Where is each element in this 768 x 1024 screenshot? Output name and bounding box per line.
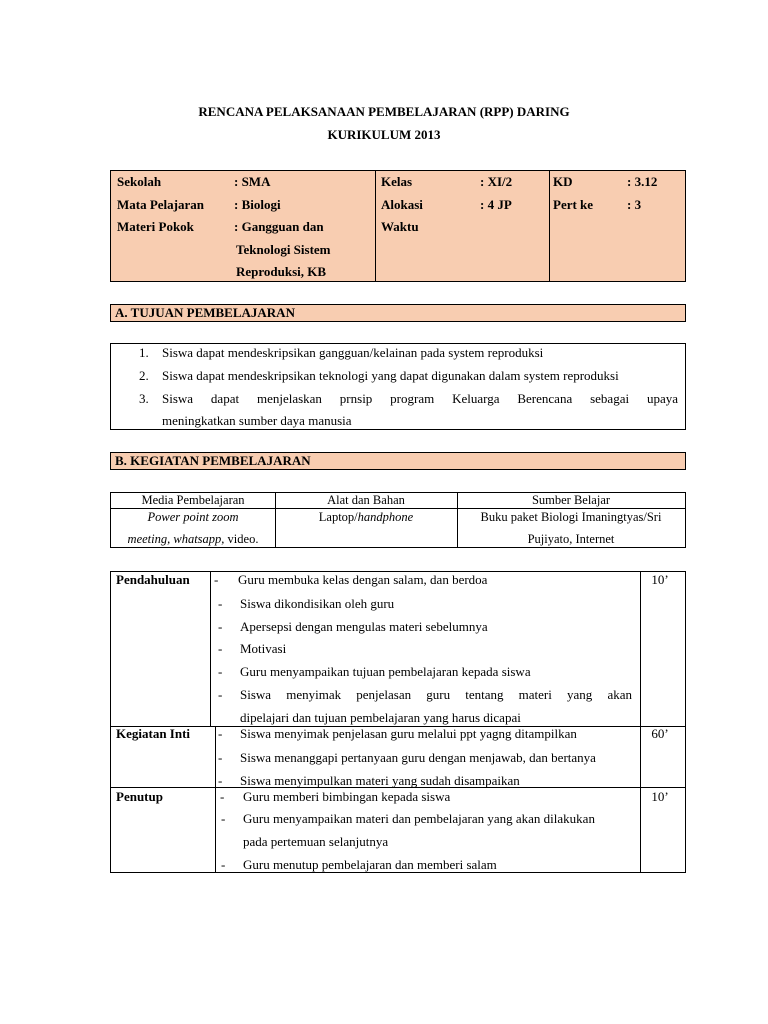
- activity-item: Guru menyampaikan materi dan pembelajaran yang akan dilakukan: [243, 811, 595, 826]
- materi-value-2: Teknologi Sistem: [236, 242, 331, 257]
- section-b-heading-bar: [110, 452, 686, 470]
- objective-number: 3.: [139, 391, 149, 406]
- objective-item: Siswa dapat mendeskripsikan gangguan/kelainan pada system reproduksi: [162, 345, 544, 360]
- alat-value-italic: handphone: [357, 510, 414, 524]
- activity-item: Siswa menyimak penjelasan guru melalui ppt yagng ditampilkan: [240, 726, 577, 741]
- objective-item-continued: meningkatkan sumber daya manusia: [162, 413, 352, 428]
- bullet-dash: -: [221, 857, 226, 872]
- kd-value: : 3.12: [627, 174, 658, 189]
- activity-item: Siswa menyimpulkan materi yang sudah disampaikan: [240, 773, 520, 788]
- kd-label: KD: [553, 174, 573, 189]
- kegiatan-inti-duration: 60’: [651, 726, 669, 741]
- activity-item: Siswa menyimak penjelasan guru tentang materi yang akan: [240, 687, 632, 702]
- pert-label: Pert ke: [553, 197, 594, 212]
- activity-item: Siswa menanggapi pertanyaan guru dengan menjawab, dan bertanya: [240, 750, 596, 765]
- document-subtitle: KURIKULUM 2013: [327, 127, 441, 142]
- media-value-1: Power point zoom: [147, 510, 239, 524]
- pert-value: : 3: [627, 197, 642, 212]
- alat-value: [275, 510, 457, 525]
- bullet-dash: -: [218, 596, 223, 611]
- bullet-dash: -: [221, 811, 226, 826]
- mapel-label: Mata Pelajaran: [117, 197, 205, 212]
- penutup-label: Penutup: [116, 789, 163, 804]
- bullet-dash: -: [218, 619, 223, 634]
- objective-number: 2.: [139, 368, 149, 383]
- objective-item: Siswa dapat mendeskripsikan teknologi yang dapat digunakan dalam system reproduksi: [162, 368, 619, 383]
- alokasi-label: Alokasi: [381, 197, 423, 212]
- bullet-dash: -: [218, 773, 223, 788]
- media-value-2-italic: meeting, whatsapp,: [127, 532, 225, 546]
- activity-item-continued: dipelajari dan tujuan pembelajaran yang harus dicapai: [240, 710, 521, 725]
- kegiatan-inti-label: Kegiatan Inti: [116, 726, 191, 741]
- section-a-heading-bar: [110, 304, 686, 322]
- bullet-dash: -: [214, 572, 219, 587]
- activity-item: Guru memberi bimbingan kepada siswa: [243, 789, 451, 804]
- alat-value-plain: Laptop/: [318, 510, 358, 524]
- sekolah-label: Sekolah: [117, 174, 162, 189]
- media-header: Media Pembelajaran: [141, 493, 245, 507]
- objective-item: Siswa dapat menjelaskan prnsip program Keluarga Berencana sebagai upaya: [162, 391, 678, 406]
- penutup-duration: 10’: [651, 789, 669, 804]
- activity-item: Guru menutup pembelajaran dan memberi salam: [243, 857, 497, 872]
- activity-item: Siswa dikondisikan oleh guru: [240, 596, 395, 611]
- pendahuluan-duration: 10’: [651, 572, 669, 587]
- section-a-heading: A. TUJUAN PEMBELAJARAN: [115, 305, 295, 320]
- document-title: RENCANA PELAKSANAAN PEMBELAJARAN (RPP) DARING: [198, 104, 570, 119]
- sumber-header: Sumber Belajar: [531, 493, 611, 507]
- mapel-value: : Biologi: [234, 197, 281, 212]
- materi-value-1: : Gangguan dan: [234, 219, 324, 234]
- sumber-value-2: Pujiyato, Internet: [527, 532, 615, 546]
- materi-value-3: Reproduksi, KB: [236, 264, 327, 279]
- bullet-dash: -: [218, 641, 223, 656]
- media-value-2-plain: video.: [224, 532, 259, 546]
- activity-item-continued: pada pertemuan selanjutnya: [243, 834, 389, 849]
- sumber-value-1: Buku paket Biologi Imaningtyas/Sri: [480, 510, 662, 524]
- bullet-dash: -: [218, 750, 223, 765]
- alokasi-value: : 4 JP: [480, 197, 512, 212]
- media-value-2: [111, 532, 275, 547]
- pendahuluan-label: Pendahuluan: [116, 572, 190, 587]
- kelas-value: : XI/2: [480, 174, 513, 189]
- waktu-label: Waktu: [381, 219, 419, 234]
- bullet-dash: -: [218, 726, 223, 741]
- materi-label: Materi Pokok: [117, 219, 194, 234]
- bullet-dash: -: [218, 664, 223, 679]
- activity-item: Guru membuka kelas dengan salam, dan berdoa: [238, 572, 488, 587]
- activity-item: Guru menyampaikan tujuan pembelajaran kepada siswa: [240, 664, 531, 679]
- objective-number: 1.: [139, 345, 149, 360]
- alat-header: Alat dan Bahan: [327, 493, 405, 507]
- activity-item: Motivasi: [240, 641, 287, 656]
- bullet-dash: -: [218, 687, 223, 702]
- activity-item: Apersepsi dengan mengulas materi sebelumnya: [240, 619, 488, 634]
- bullet-dash: -: [220, 789, 225, 804]
- kelas-label: Kelas: [381, 174, 413, 189]
- sekolah-value: : SMA: [234, 174, 271, 189]
- section-b-heading: B. KEGIATAN PEMBELAJARAN: [115, 453, 311, 468]
